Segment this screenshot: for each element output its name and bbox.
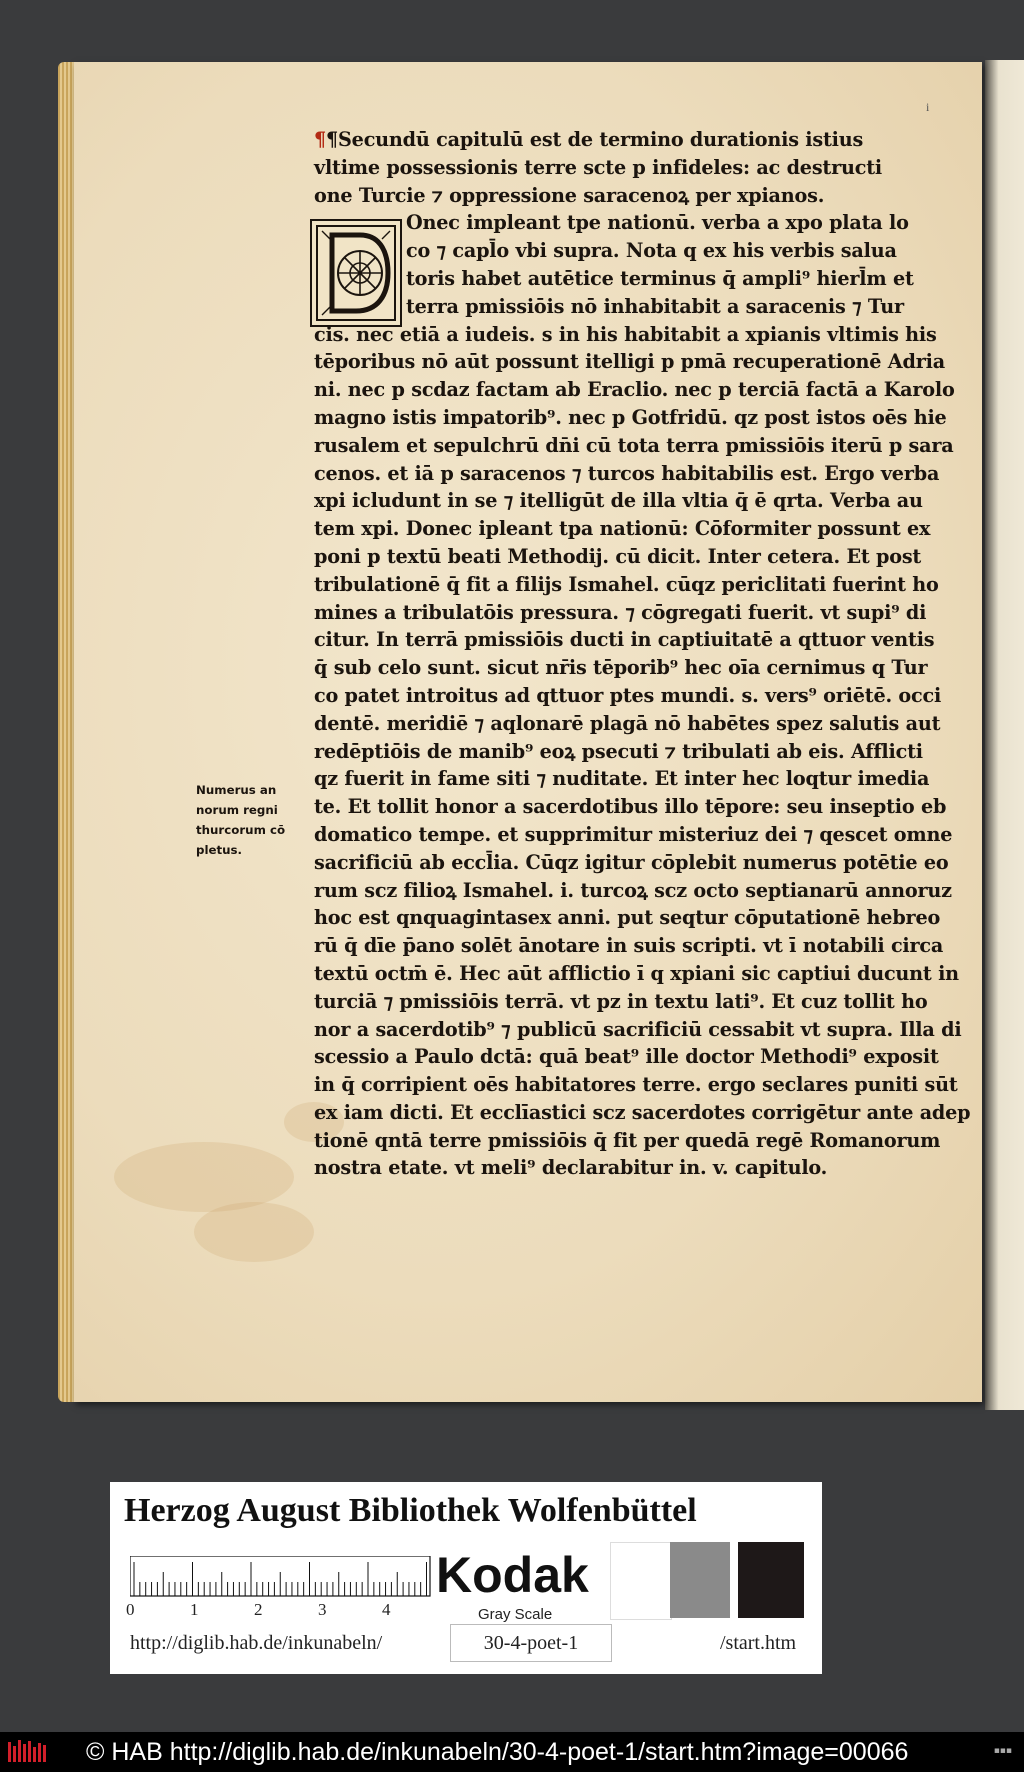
library-title: Herzog August Bibliothek Wolfenbüttel bbox=[124, 1492, 697, 1529]
scale-tick-label: 0 bbox=[126, 1600, 135, 1619]
text-line: cenos. et iā p saracenos ⁊ turcos habitabilis est. Ergo verba bbox=[314, 461, 940, 485]
url-suffix: /start.htm bbox=[720, 1632, 797, 1654]
hab-logo-icon bbox=[6, 1738, 50, 1766]
text-line: rum scz filioꝝ Ismahel. i. turcoꝝ scz octo septianarū annoruz bbox=[314, 878, 952, 902]
text-line: magno istis impatorib⁹. nec p Gotfridū. qz post istos oēs hie bbox=[314, 405, 947, 429]
text-line-content: terra pmissiōis nō inhabitabit a saracenis ⁊ Tur bbox=[406, 294, 904, 318]
text-line bbox=[314, 265, 914, 293]
text-line bbox=[314, 126, 864, 154]
margin-note-line: pletus. bbox=[196, 843, 243, 857]
text-line: xpi icludunt in se ⁊ itelligūt de illa vltia q̄ ē qrta. Verba au bbox=[314, 489, 923, 513]
text-line: textū octm̄ ē. Hec aūt afflictio ī q xpiani sic captiui ducunt in bbox=[314, 961, 959, 985]
page-stain bbox=[194, 1202, 314, 1262]
text-line-content: co ⁊ capl̄o vbi supra. Nota q ex his verbis salua bbox=[406, 239, 897, 263]
manuscript-page bbox=[74, 62, 982, 1402]
text-line: nostra etate. vt meli⁹ declarabitur in. v. capitulo. bbox=[314, 1156, 828, 1180]
text-line: qz fuerit in fame siti ⁊ nuditate. Et inter hec loqtur imedia bbox=[314, 767, 930, 791]
text-line bbox=[314, 293, 904, 321]
text-line bbox=[314, 237, 897, 265]
margin-note-line: thurcorum cō bbox=[196, 823, 286, 837]
text-line: turciā ⁊ pmissiōis terrā. vt pz in textu lati⁹. Et cuz tollit ho bbox=[314, 989, 928, 1013]
text-line: tēporibus nō aūt possunt itelligi p pmā recuperationē Adria bbox=[314, 350, 945, 374]
text-line: co patet introitus ad qttuor ptes mundi. s. vers⁹ oriētē. occi bbox=[314, 683, 942, 707]
text-line: poni p textū beati Methodij. cū dicit. Inter cetera. Et post bbox=[314, 544, 922, 568]
scale-tick-label: 4 bbox=[382, 1600, 391, 1619]
shelfmark-box bbox=[450, 1624, 612, 1662]
text-line: vltime possessionis terre scte p infideles: ac destructi bbox=[314, 155, 882, 179]
text-line: rū q̄ dīe p̄ano solēt ānotare in suis scripti. vt ī notabili circa bbox=[314, 934, 944, 958]
scale-tick-label: 2 bbox=[254, 1600, 263, 1619]
margin-note bbox=[196, 780, 308, 860]
text-line: redēptiōis de manib⁹ eoꝝ psecuti ⁊ tribulati ab eis. Afflicti bbox=[314, 739, 923, 763]
shelfmark: 30-4-poet-1 bbox=[483, 1631, 579, 1654]
text-line: mines a tribulatōis pressura. ⁊ cōgregati fuerit. vt supi⁹ di bbox=[314, 600, 927, 624]
swatch-white bbox=[610, 1542, 672, 1620]
footer-corner-mark: ▪▪▪ bbox=[993, 1746, 1012, 1756]
library-color-card bbox=[110, 1482, 822, 1674]
swatch-black bbox=[738, 1542, 804, 1618]
text-line: hoc est qnquagintasex anni. put seqtur cōputationē hebreo bbox=[314, 906, 941, 930]
text-line: one Turcie ⁊ oppressione saracenoꝝ per xpianos. bbox=[314, 183, 825, 207]
text-line: in q̄ corripient oēs habitatores terre. ergo seclares puniti sūt bbox=[314, 1073, 958, 1097]
text-line: domatico tempe. et supprimitur misteriuz dei ⁊ qescet omne bbox=[314, 822, 953, 846]
scale-tick-label: 1 bbox=[190, 1600, 199, 1619]
text-line: te. Et tollit honor a sacerdotibus illo tēpore: seu inseptio eb bbox=[314, 795, 947, 819]
swatch-gray bbox=[670, 1542, 730, 1618]
paragraph-mark: ¶ bbox=[314, 128, 327, 151]
scale-tick-label: 3 bbox=[318, 1600, 327, 1619]
text-line: sacrificiū ab eccl̄ia. Cūqz igitur cōplebit numerus potētie eo bbox=[314, 850, 949, 874]
text-line: rusalem et sepulchrū dn̄i cū tota terra pmissiōis iterū p sara bbox=[314, 433, 954, 457]
main-text-block bbox=[314, 126, 971, 1182]
kodak-brand: Kodak bbox=[436, 1547, 589, 1603]
text-line-content: ¶Secundū capitulū est de termino durationis istius bbox=[326, 128, 864, 151]
gray-scale-label: Gray Scale bbox=[478, 1606, 553, 1623]
margin-note-line: norum regni bbox=[196, 803, 278, 817]
text-line bbox=[314, 209, 909, 237]
text-line: tem xpi. Donec ipleant tpa nationū: Cōformiter possunt ex bbox=[314, 517, 931, 541]
page-stain bbox=[114, 1142, 294, 1212]
text-line: tionē qntā terre pmissiōis q̄ fit per quedā regē Romanorum bbox=[314, 1128, 941, 1152]
text-line: cis. nec etiā a iudeis. s in his habitabit a xpianis vltimis his bbox=[314, 322, 937, 346]
text-line: dentē. meridiē ⁊ aqlonarē plagā nō habētes spez salutis aut bbox=[314, 711, 941, 735]
url-prefix: http://diglib.hab.de/inkunabeln/ bbox=[130, 1632, 383, 1654]
text-line: scessio a Paulo dctā: quā beat⁹ ille doctor Methodi⁹ exposit bbox=[314, 1045, 939, 1069]
folio-mark: i bbox=[926, 100, 930, 114]
text-line: ex iam dicti. Et ecclīastici scz sacerdotes corrigētur ante adep bbox=[314, 1100, 971, 1124]
footer-bar bbox=[0, 1732, 1024, 1772]
text-line: ni. nec p scdaz factam ab Eraclio. nec p terciā factā a Karolo bbox=[314, 378, 955, 402]
text-line: nor a sacerdotib⁹ ⁊ publicū sacrificiū cessabit vt supra. Illa di bbox=[314, 1017, 962, 1041]
facing-page-edge bbox=[985, 60, 1024, 1410]
text-line: q̄ sub celo sunt. sicut nr̄is tēporib⁹ hec oīa cernimus q Tur bbox=[314, 656, 928, 680]
text-line: citur. In terrā pmissiōis ducti in captiuitatē a qttuor ventis bbox=[314, 628, 935, 652]
text-line-content: Onec impleant tpe nationū. verba a xpo plata lo bbox=[406, 211, 909, 235]
text-line: tribulationē q̄ fit a filijs Ismahel. cūqz periclitati fuerint ho bbox=[314, 572, 939, 596]
footer-copyright-url[interactable]: © HAB http://diglib.hab.de/inkunabeln/30-4-poet-1/start.htm?image=00066 bbox=[86, 1737, 909, 1766]
text-line-content: toris habet autētice terminus q̄ ampli⁹ hierl̄m et bbox=[406, 266, 914, 290]
margin-note-line: Numerus an bbox=[196, 783, 277, 797]
